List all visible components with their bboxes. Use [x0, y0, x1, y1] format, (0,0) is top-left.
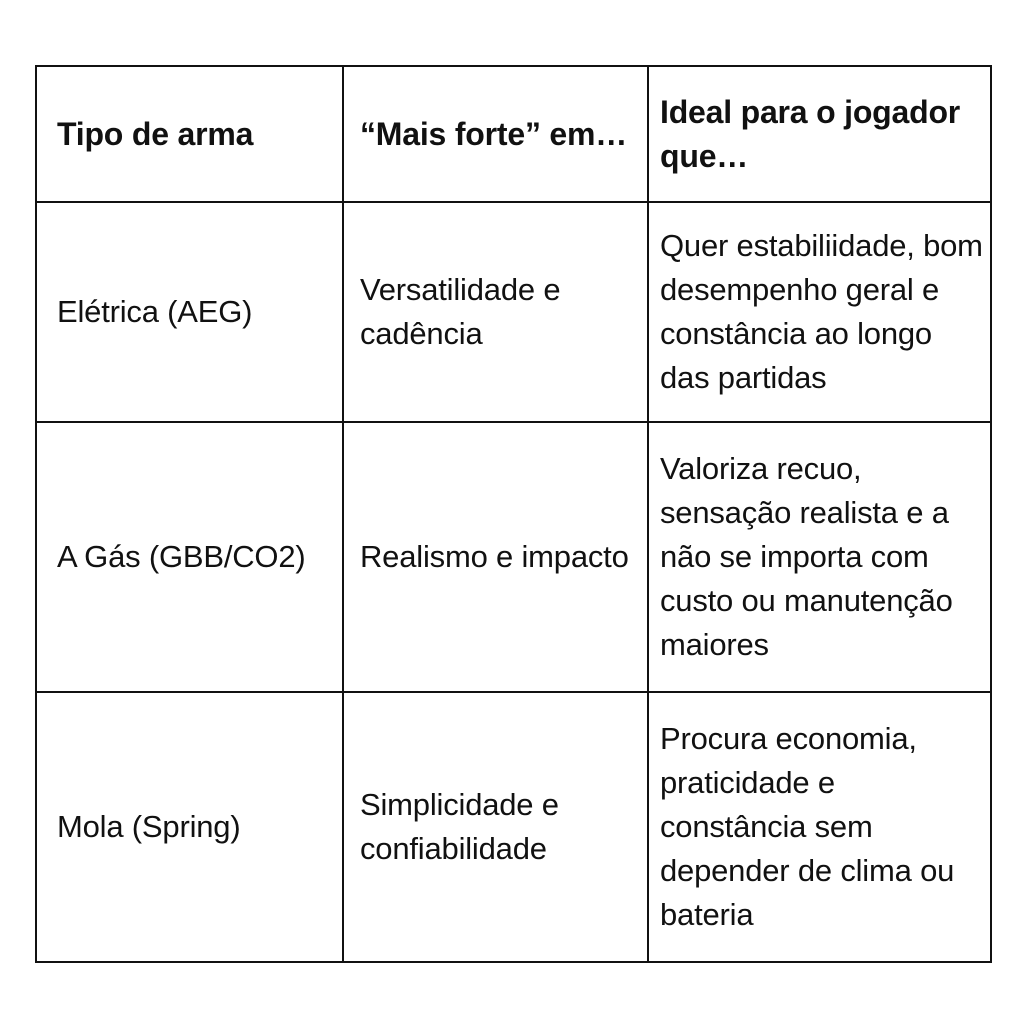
cell-weapon-type [36, 422, 343, 692]
header-ideal-for [648, 66, 991, 202]
header-strongest-in [343, 66, 648, 202]
cell-weapon-type [36, 202, 343, 422]
cell-strength-text: Realismo e impacto [360, 539, 629, 574]
cell-weapon-type-text: Elétrica (AEG) [57, 294, 253, 329]
cell-ideal-for-text: Valoriza recuo, sensação realista e a não se importa com custo ou manutenção maiores [660, 451, 953, 662]
header-weapon-type-label: Tipo de arma [57, 116, 254, 152]
cell-strength-text: Versatilidade e cadência [360, 272, 561, 351]
cell-weapon-type-text: A Gás (GBB/CO2) [57, 539, 306, 574]
cell-strength [343, 692, 648, 962]
cell-ideal-for-text: Quer estabiliidade, bom desempenho geral e constância ao longo das partidas [660, 228, 983, 395]
header-strongest-in-label: “Mais forte” em… [360, 116, 628, 152]
header-ideal-for-label: Ideal para o jogador que… [660, 94, 961, 174]
cell-weapon-type-text: Mola (Spring) [57, 809, 241, 844]
table-row [36, 422, 991, 692]
comparison-table-container [35, 65, 990, 961]
cell-strength-text: Simplicidade e confiabilidade [360, 787, 559, 866]
cell-weapon-type [36, 692, 343, 962]
cell-ideal-for [648, 202, 991, 422]
cell-strength [343, 422, 648, 692]
weapon-comparison-table [35, 65, 992, 963]
cell-ideal-for [648, 692, 991, 962]
table-row [36, 692, 991, 962]
cell-ideal-for-text: Procura economia, praticidade e constância sem depender de clima ou bateria [660, 721, 955, 932]
table-row [36, 202, 991, 422]
header-weapon-type [36, 66, 343, 202]
cell-strength [343, 202, 648, 422]
cell-ideal-for [648, 422, 991, 692]
table-header-row [36, 66, 991, 202]
